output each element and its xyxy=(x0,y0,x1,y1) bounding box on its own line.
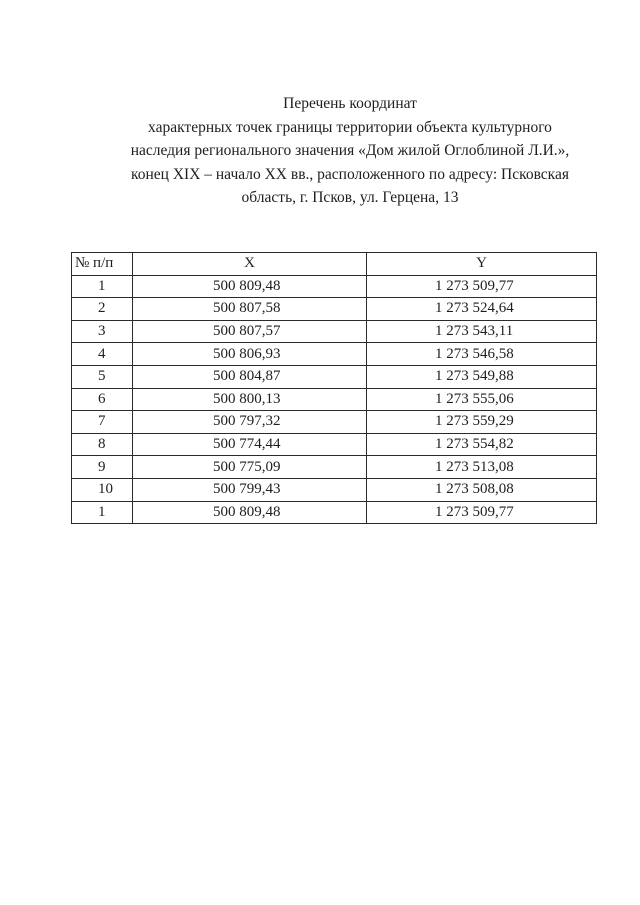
title-line: Перечень координат xyxy=(283,95,417,112)
cell-x: 500 799,43 xyxy=(133,478,367,501)
table-row xyxy=(72,478,597,501)
cell-y: 1 273 546,58 xyxy=(367,343,597,366)
table-row xyxy=(72,320,597,343)
cell-number: 6 xyxy=(72,388,133,411)
cell-x: 500 806,93 xyxy=(133,343,367,366)
cell-number: 4 xyxy=(72,343,133,366)
cell-x: 500 809,48 xyxy=(133,501,367,524)
title-line: конец XIX – начало XX вв., расположенного по адресу: Псковская xyxy=(131,165,569,183)
header-x: X xyxy=(133,253,367,276)
table-row xyxy=(72,411,597,434)
cell-x: 500 804,87 xyxy=(133,365,367,388)
cell-x: 500 774,44 xyxy=(133,433,367,456)
cell-number: 2 xyxy=(72,298,133,321)
cell-y: 1 273 554,82 xyxy=(367,433,597,456)
title-line: область, г. Псков, ул. Герцена, 13 xyxy=(241,189,459,206)
table-row xyxy=(72,433,597,456)
table-row xyxy=(72,298,597,321)
header-y: Y xyxy=(367,253,597,276)
cell-y: 1 273 524,64 xyxy=(367,298,597,321)
table-row xyxy=(72,501,597,524)
cell-number: 3 xyxy=(72,320,133,343)
cell-number: 7 xyxy=(72,411,133,434)
cell-y: 1 273 509,77 xyxy=(367,275,597,298)
cell-y: 1 273 549,88 xyxy=(367,365,597,388)
cell-y: 1 273 555,06 xyxy=(367,388,597,411)
cell-y: 1 273 508,08 xyxy=(367,478,597,501)
cell-x: 500 800,13 xyxy=(133,388,367,411)
document-title xyxy=(60,92,640,210)
title-line: характерных точек границы территории объекта культурного xyxy=(148,118,552,136)
cell-number: 1 xyxy=(72,501,133,524)
table-row xyxy=(72,388,597,411)
cell-x: 500 775,09 xyxy=(133,456,367,479)
table-header-row xyxy=(72,253,597,276)
cell-x: 500 807,58 xyxy=(133,298,367,321)
table-row xyxy=(72,456,597,479)
title-line: наследия регионального значения «Дом жилой Оглоблиной Л.И.», xyxy=(130,142,570,159)
table-row xyxy=(72,275,597,298)
cell-number: 10 xyxy=(72,478,133,501)
cell-y: 1 273 509,77 xyxy=(367,501,597,524)
cell-y: 1 273 513,08 xyxy=(367,456,597,479)
cell-x: 500 807,57 xyxy=(133,320,367,343)
cell-x: 500 809,48 xyxy=(133,275,367,298)
coordinates-table xyxy=(71,252,597,524)
cell-number: 8 xyxy=(72,433,133,456)
cell-number: 9 xyxy=(72,456,133,479)
table-row xyxy=(72,343,597,366)
cell-number: 5 xyxy=(72,365,133,388)
header-number: № п/п xyxy=(72,253,133,276)
cell-y: 1 273 559,29 xyxy=(367,411,597,434)
table-row xyxy=(72,365,597,388)
cell-y: 1 273 543,11 xyxy=(367,320,597,343)
cell-x: 500 797,32 xyxy=(133,411,367,434)
cell-number: 1 xyxy=(72,275,133,298)
